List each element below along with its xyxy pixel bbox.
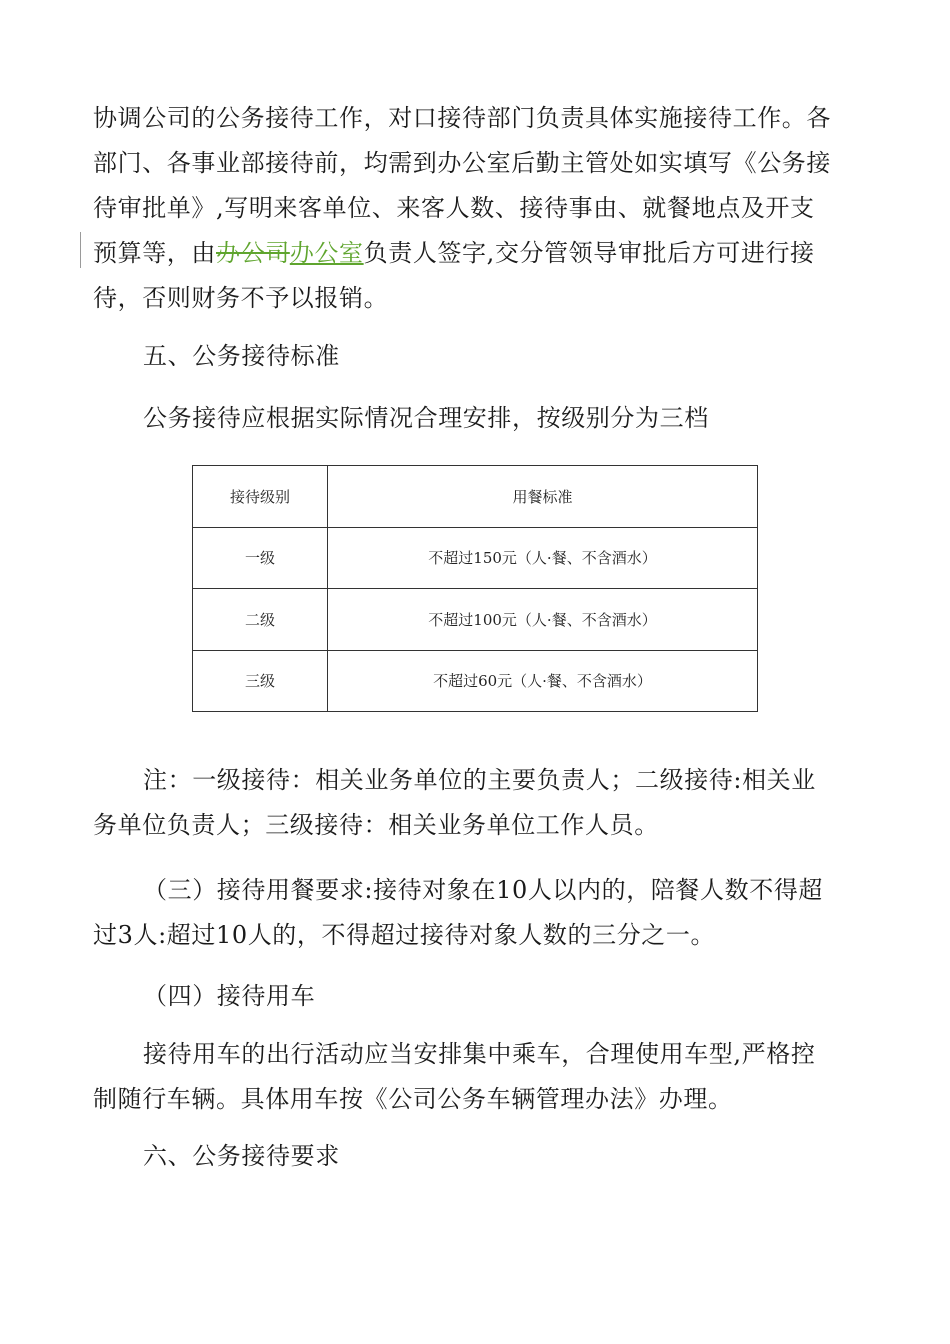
table-row — [193, 527, 758, 589]
text-line: 待审批单》,写明来客单位、来客人数、接待事由、就餐地点及开支 — [93, 194, 815, 222]
text-line: 制随行车辆。具体用车按《公司公务车辆管理办法》办理。 — [93, 1085, 733, 1113]
tracked-deletion[interactable]: 办公司 — [216, 239, 290, 267]
text-line: 协调公司的公务接待工作，对口接待部门负责具体实施接待工作。各 — [93, 104, 831, 132]
heading-text: （四）接待用车 — [143, 982, 316, 1010]
text-line: （三）接待用餐要求:接待对象在10人以内的，陪餐人数不得超 — [143, 876, 824, 904]
table-row — [193, 589, 758, 651]
table-cell-level: 三级 — [193, 650, 328, 712]
text-line: 接待用车的出行活动应当安排集中乘车，合理使用车型,严格控 — [143, 1040, 816, 1068]
text-line: 过3人:超过10人的，不得超过接待对象人数的三分之一。 — [93, 921, 716, 949]
table-header-cell: 用餐标准 — [328, 466, 758, 528]
paragraph-standard-intro — [93, 396, 913, 441]
heading-text: 五、公务接待标准 — [143, 342, 340, 370]
table-cell-level: 一级 — [193, 527, 328, 589]
reception-standard-table — [192, 465, 758, 712]
table-header-cell: 接待级别 — [193, 466, 328, 528]
table-cell-level: 二级 — [193, 589, 328, 651]
table-cell-standard: 不超过150元（人·餐、不含酒水） — [328, 527, 758, 589]
table-cell-standard: 不超过100元（人·餐、不含酒水） — [328, 589, 758, 651]
text-segment: 预算等，由 — [93, 239, 216, 267]
text-line: 务单位负责人；三级接待：相关业务单位工作人员。 — [93, 811, 659, 839]
revision-change-bar — [80, 232, 81, 268]
table-header-row — [193, 466, 758, 528]
text-segment: 负责人签字,交分管领导审批后方可进行接 — [363, 239, 815, 267]
paragraph-note — [93, 758, 863, 848]
tracked-insertion[interactable]: 办公室 — [289, 239, 364, 267]
text-line-with-revision — [93, 231, 863, 276]
heading-section-5 — [93, 334, 913, 379]
text-line: 公务接待应根据实际情况合理安排，按级别分为三档 — [143, 404, 709, 432]
table-row — [193, 650, 758, 712]
heading-subsection-4 — [93, 974, 913, 1019]
heading-text: 六、公务接待要求 — [143, 1142, 340, 1170]
text-line: 注：一级接待：相关业务单位的主要负责人；二级接待:相关业 — [143, 766, 816, 794]
text-line: 部门、各事业部接待前，均需到办公室后勤主管处如实填写《公务接 — [93, 149, 831, 177]
text-line: 待，否则财务不予以报销。 — [93, 284, 389, 312]
paragraph-approval-process — [93, 96, 863, 321]
heading-section-6 — [93, 1134, 913, 1179]
table-cell-standard: 不超过60元（人·餐、不含酒水） — [328, 650, 758, 712]
paragraph-vehicle-use — [93, 1032, 863, 1122]
paragraph-meal-requirements — [93, 868, 863, 958]
